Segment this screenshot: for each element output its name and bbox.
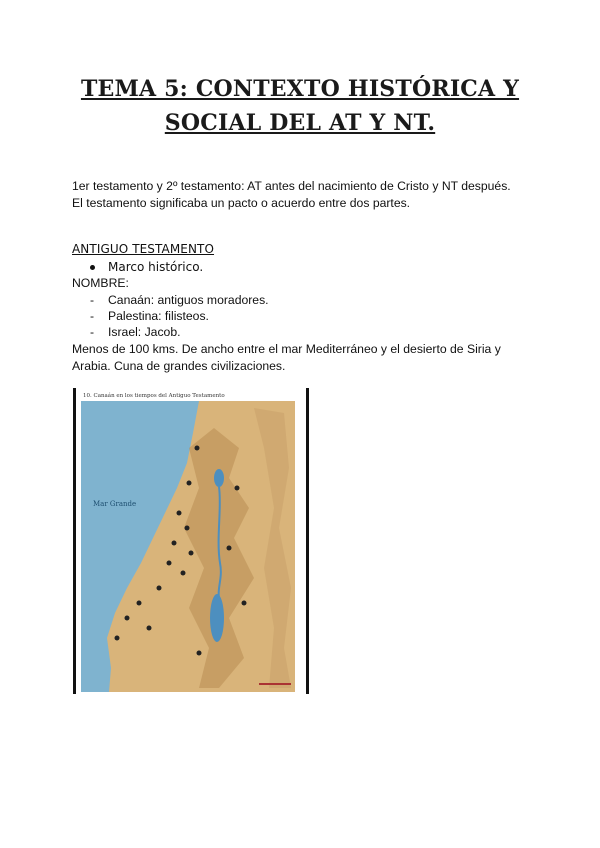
intro-line-2: El testamento significaba un pacto o acuerdo entre dos partes. — [72, 196, 411, 210]
bullet-text: Marco histórico. — [108, 260, 204, 274]
list-item — [90, 292, 269, 308]
list-item-text: Canaán: antiguos moradores. — [108, 293, 269, 307]
dead-sea — [210, 594, 224, 642]
sea-label: Mar Grande — [93, 500, 137, 508]
intro-line-1: 1er testamento y 2º testamento: AT antes del nacimiento de Cristo y NT después. — [72, 179, 511, 193]
dash-icon: - — [90, 309, 95, 323]
dash-icon: - — [90, 325, 95, 339]
canaan-map — [79, 388, 303, 694]
description-paragraph — [72, 341, 501, 375]
description-line-2: Arabia. Cuna de grandes civilizaciones. — [72, 359, 286, 373]
description-line-1: Menos de 100 kms. De ancho entre el mar Mediterráneo y el desierto de Siria y — [72, 342, 501, 356]
list-item — [90, 308, 269, 324]
nombre-label: NOMBRE: — [72, 276, 129, 290]
map-frame-right — [306, 388, 309, 694]
dash-icon: - — [90, 293, 95, 307]
map-image — [73, 388, 309, 694]
bullet-item — [90, 260, 203, 274]
sea-of-galilee — [214, 469, 224, 487]
section-heading: ANTIGUO TESTAMENTO — [72, 242, 215, 256]
names-list — [90, 292, 269, 340]
page-title — [0, 72, 600, 140]
title-line-1: TEMA 5: CONTEXTO HISTÓRICA Y — [80, 76, 520, 102]
list-item — [90, 324, 269, 340]
bullet-dot-icon — [90, 265, 95, 270]
intro-paragraph — [72, 178, 532, 212]
list-item-text: Israel: Jacob. — [108, 325, 181, 339]
map-caption: 10. Canaán en los tiempos del Antiguo Testamento — [83, 393, 225, 399]
list-item-text: Palestina: filisteos. — [108, 309, 209, 323]
map-frame-left — [73, 388, 76, 694]
title-line-2: SOCIAL DEL AT Y NT. — [164, 110, 436, 136]
